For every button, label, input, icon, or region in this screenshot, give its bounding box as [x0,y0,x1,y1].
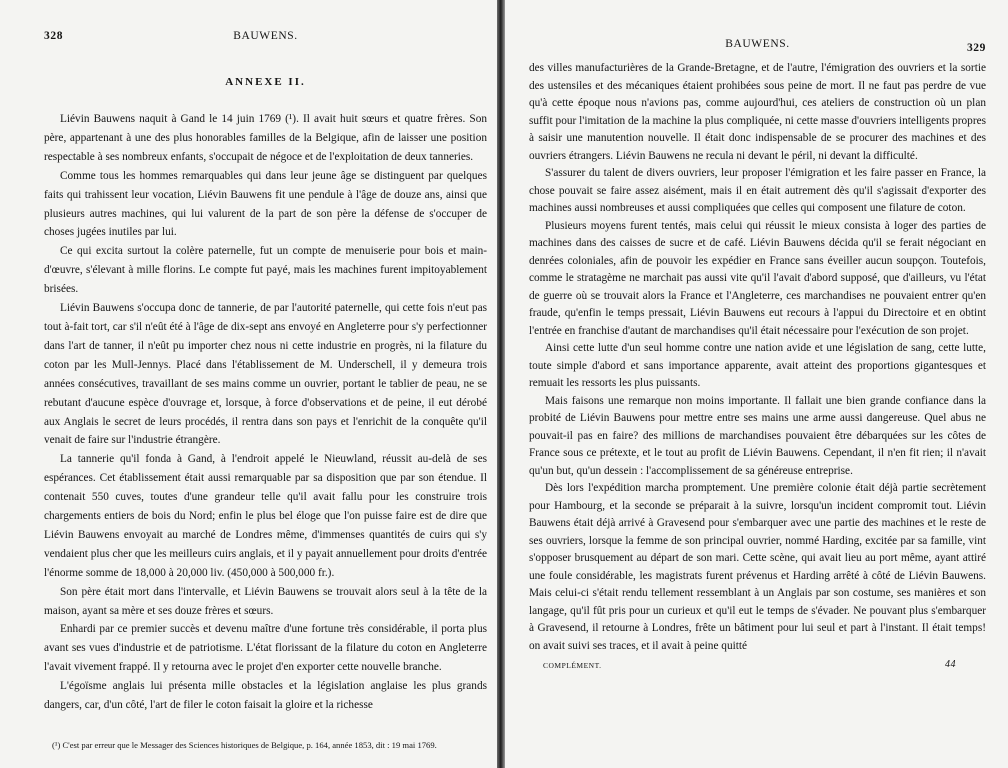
paragraph: L'égoïsme anglais lui présenta mille obstacles et la législation anglaise les plus grands dangers, car, d'un côté, l'art de filer le coton faisait la gloire et la richesse [44,680,487,712]
signature-label: COMPLÉMENT. [543,661,602,670]
right-running-title: BAUWENS. [725,38,790,50]
paragraph: S'assurer du talent de divers ouvriers, leur proposer l'émigration et les faire passer en France, la chose pouvait se faire assez aisément, mais il en était autrement dès qu'il s'agissait d'exporter des machines aussi nombreuses et aussi compliquées que celles qui composent une filature de coton. [529,167,986,214]
right-page-number: 329 [966,42,986,54]
paragraph: Enhardi par ce premier succès et devenu maître d'une fortune très considérable, il porta plus avant ses vues d'industrie et de patriotisme. L'état florissant de la filature du coton en Angleterre l'avait vivement frappé. Il y retourna avec le projet d'en exporter cette nouvelle branche. [44,623,487,674]
left-running-title: BAUWENS. [233,30,298,42]
left-page-header [44,30,487,52]
paragraph: Mais faisons une remarque non moins importante. Il fallait une bien grande confiance dans la probité de Liévin Bauwens pour mettre entre ses mains une arme aussi dangereuse. Quel abus ne pouvait-il pas en faire? des millions de marchandises pouvaient être débarquées sur les côtes de France sous ce prétexte, et le tout au profit de Liévin Bauwens. Cependant, il n'en fit rien; il n'avait qu'un but, qu'un dessein : l'accomplissement de sa généreuse entreprise. [529,394,986,477]
right-body [529,60,986,655]
footnote: (¹) C'est par erreur que le Messager des Sciences historiques de Belgique, p. 164, année 1853, dit : 19 mai 1769. [52,740,437,750]
paragraph: Liévin Bauwens naquit à Gand le 14 juin 1769 (¹). Il avait huit sœurs et quatre frères. Son père, appartenant à une des plus honorables familles de la Belgique, afin de laisser une position respectable à ses nombreux enfants, s'occupait de négoce et de l'exploitation de deux tanneries. [44,113,487,163]
right-page-header [529,38,986,60]
section-title: ANNEXE II. [225,76,306,88]
paragraph: La tannerie qu'il fonda à Gand, à l'endroit appelé le Nieuwland, réussit au-delà de ses espérances. Cet établissement était aussi remarquable par sa disposition que par son étendue. Il contenait 550 cuves, toutes d'une grandeur telle qu'il avait fallu pour les construire trois chargements entiers de bois du Nord; enfin le plus bel éloge que l'on puisse faire est de dire que Liévin Bauwens envoyait au marché de Londres même, d'immenses quantités de cuirs qui s'y vendaient plus cher que les meilleurs cuirs anglais, et il y payait annuellement pour droits d'entrée l'énorme somme de 18,000 à 20,000 liv. (450,000 à 500,000 fr.). [44,453,487,579]
left-page-number: 328 [44,30,64,42]
paragraph: Comme tous les hommes remarquables qui dans leur jeune âge se distinguent par quelques faits qui trahissent leur vocation, Liévin Bauwens fit une pendule à l'âge de douze ans, ainsi que plusieurs autres machines, qui lui valurent de la part de son père la défense de s'occuper de choses jugées inutiles par lui. [44,169,487,239]
left-page [0,0,497,768]
paragraph: Liévin Bauwens s'occupa donc de tannerie, de par l'autorité paternelle, qui cette fois n'eut pas tout à-fait tort, car s'il n'eût été à l'âge de dix-sept ans envoyé en Angleterre pour s'y perfectionner dans l'art de tanner, il n'eût pu importer chez nous ni cette industrie en progrès, ni la filature du coton par les Mull-Jennys. Placé dans l'établissement de M. Underschell, il y demeura trois années consécutives, travaillant de ses mains comme un ouvrier, portant le tablier de peau, ne se rebutant d'aucune espèce d'ouvrage et, lorsque, à force d'observations et de peine, il eut dérobé aux Anglais le secret de leurs procédés, il rentra dans son pays et l'enrichit de la conquête qu'il venait de faire sur l'industrie étrangère. [44,302,487,447]
paragraph: Dès lors l'expédition marcha promptement. Une première colonie était déjà partie secrètement pour Hambourg, et la seconde se préparait à la suivre, lorsqu'un incident compromit tout. Liévin Bauwens était déjà arrivé à Gravesend pour s'embarquer avec une partie des machines et le reste de ses ouvriers, lorsque la femme de son principal ouvrier, nommé Harding, excitée par sa famille, vint s'opposer brusquement au départ de son mari. Cette scène, qui avait lieu au port même, ayant attiré une foule considérable, les magistrats furent prévenus et Harding arrêté à côté de Liévin Bauwens. Mais celui-ci s'était rendu tellement ressemblant à un Anglais par son costume, ses manières et son langage, qu'il fût pris pour un curieux et qu'il eut le temps de s'évader. Ne pouvant plus s'embarquer à Gravesend, il retourne à Londres, frête un bâtiment pour lui seul et part à l'instant. Il était temps! on avait suivi ses traces, et il avait à peine quitté [529,482,986,652]
book-gutter [497,0,505,768]
left-body [44,110,487,715]
signature-line [529,659,986,673]
paragraph: des villes manufacturières de la Grande-Bretagne, et de l'autre, l'émigration des ouvriers et la sortie des ustensiles et des mécaniques étaient prohibées sous peine de mort. Il ne faut pas perdre de vue qu'à cette époque nous n'avions pas, comme aujourd'hui, ces ateliers de construction où un plan suffit pour l'imitation de la machine la plus compliquée, ni cette masse d'ouvriers intelligents propres à saisir une manutention nouvelle. Il était donc indispensable de se procurer des machines et des ouvriers étrangers. Liévin Bauwens ne recula ni devant le péril, ni devant la difficulté. [529,62,986,162]
paragraph: Son père était mort dans l'intervalle, et Liévin Bauwens se trouvait alors seul à la tête de la maison, ayant sa mère et ses douze frères et sœurs. [44,585,487,617]
paragraph: Ainsi cette lutte d'un seul homme contre une nation avide et une législation de sang, cette lutte, toute simple d'abord et sans importance apparente, avait atteint des proportions gigantesques et remuait les ressorts les plus puissants. [529,342,986,389]
paragraph: Plusieurs moyens furent tentés, mais celui qui réussit le mieux consista à loger des parties de machines dans des caisses de sucre et de café. Liévin Bauwens décida qu'il se ferait négociant en denrées coloniales, afin de pouvoir les expédier en France sans éveiller aucun soupçon. Toutefois, comme le stratagème ne marchait pas aussi vite qu'il l'avait d'abord supposé, que d'ailleurs, vu l'état de guerre où se trouvait alors la France et l'Angleterre, ces marchandises ne pouvaient entrer qu'en fraude, qu'enfin le temps pressait, Liévin Bauwens eut recours à l'appui du Directoire et en obtint l'entrée en franchise d'autant de marchandises qu'il était nécessaire pour l'exécution de son projet. [529,219,986,337]
right-page [505,0,1008,768]
paragraph: Ce qui excita surtout la colère paternelle, fut un compte de menuiserie pour bois et main-d'œuvre, s'élevant à mille florins. Le compte fut payé, mais les machines furent impitoyablement brisées. [44,245,487,296]
signature-number: 44 [945,659,956,670]
